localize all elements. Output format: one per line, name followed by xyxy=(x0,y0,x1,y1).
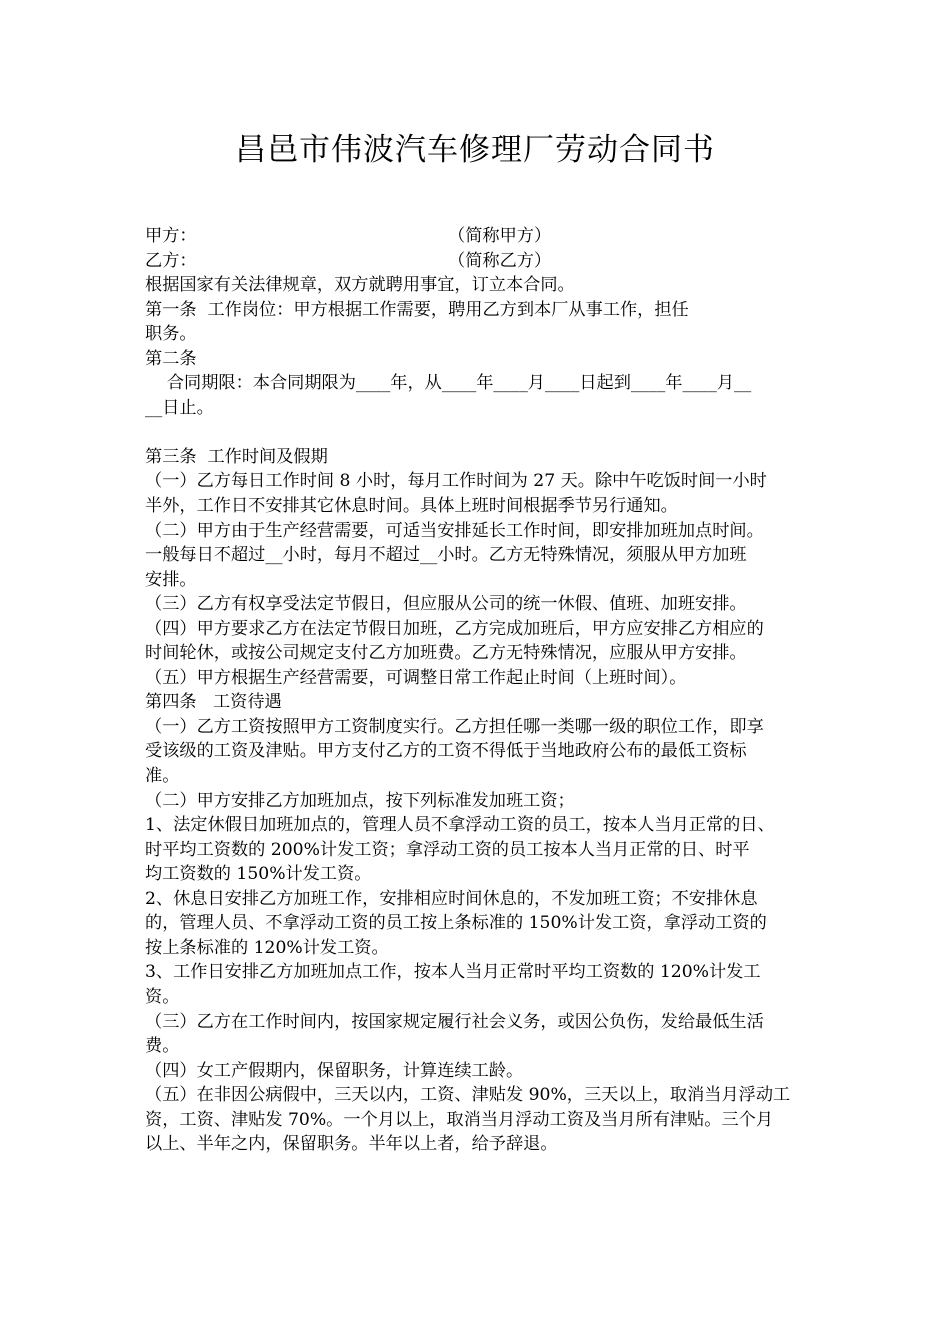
contract-line: 准。 xyxy=(145,766,180,786)
contract-line: 1、法定休假日加班加点的，管理人员不拿浮动工资的员工，按本人当月正常的日、 xyxy=(145,815,775,836)
contract-line: （四）女工产假期内，保留职务，计算连续工龄。 xyxy=(145,1060,524,1081)
contract-line: 根据国家有关法律规章，双方就聘用事宜，订立本合同。 xyxy=(145,275,575,295)
contract-line: 第二条 xyxy=(145,348,197,369)
contract-line: 资。 xyxy=(145,986,180,1007)
contract-line: （二）甲方由于生产经营需要，可适当安排延长工作时间，即安排加班加点时间。 xyxy=(145,520,764,541)
contract-line: （五）在非因公病假中，三天以内，工资、津贴发 90%，三天以上，取消当月浮动工 xyxy=(145,1085,791,1106)
contract-line: 均工资数的 150%计发工资。 xyxy=(145,864,372,885)
contract-line: 时间轮休，或按公司规定支付乙方加班费。乙方无特殊情况，应服从甲方安排。 xyxy=(145,643,747,664)
contract-line: 受该级的工资及津贴。甲方支付乙方的工资不得低于当地政府公布的最低工资标 xyxy=(145,741,747,762)
contract-line: 第一条 工作岗位：甲方根据工作需要，聘用乙方到本厂从事工作，担任 xyxy=(145,299,689,320)
contract-line: 按上条标准的 120%计发工资。 xyxy=(145,937,389,958)
contract-line: 以上、半年之内，保留职务。半年以上者，给予辞退。 xyxy=(145,1134,558,1155)
contract-line: （三）乙方有权享受法定节假日，但应服从公司的统一休假、值班、加班安排。 xyxy=(145,594,747,615)
contract-line: 第三条 工作时间及假期 xyxy=(145,446,328,467)
contract-line: 第四条 工资待遇 xyxy=(145,692,282,713)
contract-line: __日止。 xyxy=(145,397,214,418)
contract-line: 一般每日不超过__小时，每月不超过__小时。乙方无特殊情况，须服从甲方加班 xyxy=(145,545,747,566)
party-a-label: 甲方： xyxy=(145,226,197,246)
contract-line: 职务。 xyxy=(145,324,197,345)
contract-line: 3、工作日安排乙方加班加点工作，按本人当月正常时平均工资数的 120%计发工 xyxy=(145,962,761,983)
contract-line: （四）甲方要求乙方在法定节假日加班，乙方完成加班后，甲方应安排乙方相应的 xyxy=(145,618,764,639)
contract-line: 时平均工资数的 200%计发工资；拿浮动工资的员工按本人当月正常的日、时平 xyxy=(145,839,750,860)
contract-line: （三）乙方在工作时间内，按国家规定履行社会义务，或因公负伤，发给最低生活 xyxy=(145,1011,764,1032)
contract-line: 费。 xyxy=(145,1036,180,1057)
contract-line: （一）乙方工资按照甲方工资制度实行。乙方担任哪一类哪一级的职位工作，即享 xyxy=(145,716,764,737)
contract-line: 半外，工作日不安排其它休息时间。具体上班时间根据季节另行通知。 xyxy=(145,495,678,516)
contract-line: （二）甲方安排乙方加班加点，按下列标准发加班工资； xyxy=(145,790,575,811)
document-title: 昌邑市伟波汽车修理厂劳动合同书 xyxy=(235,132,715,168)
contract-line: 合同期限：本合同期限为____年，从____年____月____日起到____年____月__ xyxy=(145,373,752,394)
contract-line: 安排。 xyxy=(145,569,197,590)
contract-line: 的，管理人员、不拿浮动工资的员工按上条标准的 150%计发工资，拿浮动工资的 xyxy=(145,913,767,934)
contract-line: 资，工资、津贴发 70%。一个月以上，取消当月浮动工资及当月所有津贴。三个月 xyxy=(145,1109,774,1130)
contract-line: （五）甲方根据生产经营需要，可调整日常工作起止时间（上班时间）。 xyxy=(145,667,687,688)
party-b-label: 乙方： xyxy=(145,251,197,271)
contract-line: 2、休息日安排乙方加班工作，安排相应时间休息的，不发加班工资；不安排休息 xyxy=(145,888,758,909)
contract-line: （一）乙方每日工作时间 8 小时，每月工作时间为 27 天。除中午吃饭时间一小时 xyxy=(145,471,767,492)
party-a-short: （简称甲方） xyxy=(448,226,552,246)
party-b-short: （简称乙方） xyxy=(448,251,552,271)
